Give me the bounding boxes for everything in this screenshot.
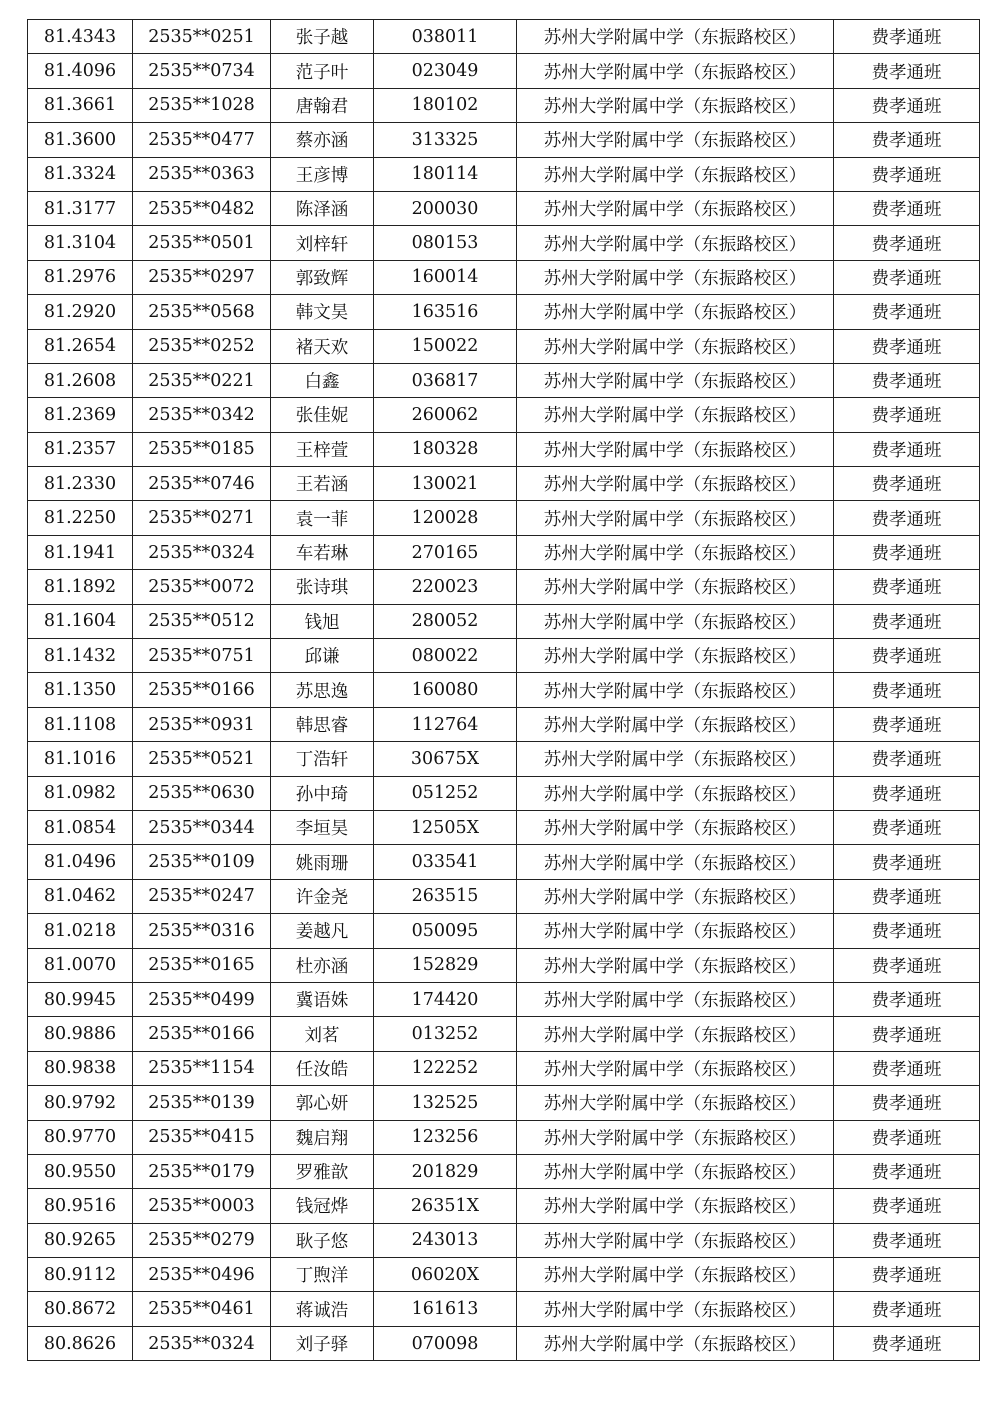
exam-number-cell: 2535**0342: [133, 398, 271, 432]
school-cell: 苏州大学附属中学（东振路校区）: [517, 535, 834, 569]
student-name-cell: 魏启翔: [271, 1120, 374, 1154]
score-cell: 81.2330: [28, 467, 133, 501]
score-cell: 81.1892: [28, 570, 133, 604]
exam-number-cell: 2535**0499: [133, 982, 271, 1016]
student-name-cell: 郭心妍: [271, 1086, 374, 1120]
exam-number-cell: 2535**0279: [133, 1223, 271, 1257]
id-code-cell: 180114: [374, 157, 517, 191]
score-cell: 80.9945: [28, 982, 133, 1016]
table-row: [28, 157, 980, 191]
student-name-cell: 车若琳: [271, 535, 374, 569]
table-row: [28, 982, 980, 1016]
school-cell: 苏州大学附属中学（东振路校区）: [517, 1223, 834, 1257]
student-name-cell: 韩思睿: [271, 707, 374, 741]
score-cell: 81.3600: [28, 123, 133, 157]
table-row: [28, 363, 980, 397]
student-name-cell: 许金尧: [271, 879, 374, 913]
student-name-cell: 孙中琦: [271, 776, 374, 810]
exam-number-cell: 2535**0568: [133, 295, 271, 329]
class-cell: 费孝通班: [834, 467, 980, 501]
class-cell: 费孝通班: [834, 1086, 980, 1120]
school-cell: 苏州大学附属中学（东振路校区）: [517, 982, 834, 1016]
table-row: [28, 123, 980, 157]
table-row: [28, 398, 980, 432]
school-cell: 苏州大学附属中学（东振路校区）: [517, 742, 834, 776]
student-name-cell: 任汝皓: [271, 1051, 374, 1085]
score-cell: 81.4343: [28, 20, 133, 54]
table-row: [28, 776, 980, 810]
class-cell: 费孝通班: [834, 914, 980, 948]
school-cell: 苏州大学附属中学（东振路校区）: [517, 88, 834, 122]
admission-list-table: [27, 19, 980, 1361]
school-cell: 苏州大学附属中学（东振路校区）: [517, 1154, 834, 1188]
score-cell: 81.1016: [28, 742, 133, 776]
school-cell: 苏州大学附属中学（东振路校区）: [517, 1258, 834, 1292]
id-code-cell: 123256: [374, 1120, 517, 1154]
score-cell: 81.4096: [28, 54, 133, 88]
class-cell: 费孝通班: [834, 639, 980, 673]
school-cell: 苏州大学附属中学（东振路校区）: [517, 1189, 834, 1223]
school-cell: 苏州大学附属中学（东振路校区）: [517, 295, 834, 329]
class-cell: 费孝通班: [834, 260, 980, 294]
score-cell: 81.2357: [28, 432, 133, 466]
id-code-cell: 313325: [374, 123, 517, 157]
table-row: [28, 639, 980, 673]
student-name-cell: 罗雅歆: [271, 1154, 374, 1188]
class-cell: 费孝通班: [834, 157, 980, 191]
student-name-cell: 白鑫: [271, 363, 374, 397]
class-cell: 费孝通班: [834, 329, 980, 363]
class-cell: 费孝通班: [834, 123, 980, 157]
student-name-cell: 丁浩轩: [271, 742, 374, 776]
class-cell: 费孝通班: [834, 1223, 980, 1257]
id-code-cell: 160080: [374, 673, 517, 707]
exam-number-cell: 2535**0461: [133, 1292, 271, 1326]
student-name-cell: 王若涵: [271, 467, 374, 501]
class-cell: 费孝通班: [834, 810, 980, 844]
id-code-cell: 120028: [374, 501, 517, 535]
score-cell: 81.0854: [28, 810, 133, 844]
exam-number-cell: 2535**0482: [133, 191, 271, 225]
id-code-cell: 280052: [374, 604, 517, 638]
student-name-cell: 陈泽涵: [271, 191, 374, 225]
class-cell: 费孝通班: [834, 845, 980, 879]
table-row: [28, 1051, 980, 1085]
exam-number-cell: 2535**0166: [133, 673, 271, 707]
table-row: [28, 1292, 980, 1326]
exam-number-cell: 2535**0324: [133, 1326, 271, 1360]
id-code-cell: 163516: [374, 295, 517, 329]
table-row: [28, 570, 980, 604]
school-cell: 苏州大学附属中学（东振路校区）: [517, 1017, 834, 1051]
score-cell: 80.8672: [28, 1292, 133, 1326]
score-cell: 81.1350: [28, 673, 133, 707]
school-cell: 苏州大学附属中学（东振路校区）: [517, 914, 834, 948]
school-cell: 苏州大学附属中学（东振路校区）: [517, 673, 834, 707]
student-name-cell: 张子越: [271, 20, 374, 54]
id-code-cell: 160014: [374, 260, 517, 294]
exam-number-cell: 2535**1028: [133, 88, 271, 122]
school-cell: 苏州大学附属中学（东振路校区）: [517, 226, 834, 260]
table-row: [28, 226, 980, 260]
table-row: [28, 1189, 980, 1223]
table-row: [28, 673, 980, 707]
class-cell: 费孝通班: [834, 604, 980, 638]
class-cell: 费孝通班: [834, 1154, 980, 1188]
id-code-cell: 122252: [374, 1051, 517, 1085]
student-name-cell: 丁煦洋: [271, 1258, 374, 1292]
id-code-cell: 112764: [374, 707, 517, 741]
exam-number-cell: 2535**0751: [133, 639, 271, 673]
id-code-cell: 070098: [374, 1326, 517, 1360]
score-cell: 80.9550: [28, 1154, 133, 1188]
school-cell: 苏州大学附属中学（东振路校区）: [517, 398, 834, 432]
id-code-cell: 161613: [374, 1292, 517, 1326]
score-cell: 80.9516: [28, 1189, 133, 1223]
table-row: [28, 1120, 980, 1154]
student-name-cell: 刘梓轩: [271, 226, 374, 260]
table-row: [28, 1154, 980, 1188]
student-name-cell: 邱谦: [271, 639, 374, 673]
student-name-cell: 刘茗: [271, 1017, 374, 1051]
score-cell: 81.2608: [28, 363, 133, 397]
id-code-cell: 051252: [374, 776, 517, 810]
exam-number-cell: 2535**0271: [133, 501, 271, 535]
school-cell: 苏州大学附属中学（东振路校区）: [517, 570, 834, 604]
id-code-cell: 023049: [374, 54, 517, 88]
exam-number-cell: 2535**0512: [133, 604, 271, 638]
class-cell: 费孝通班: [834, 363, 980, 397]
class-cell: 费孝通班: [834, 20, 980, 54]
table-row: [28, 88, 980, 122]
exam-number-cell: 2535**0297: [133, 260, 271, 294]
id-code-cell: 180328: [374, 432, 517, 466]
school-cell: 苏州大学附属中学（东振路校区）: [517, 260, 834, 294]
table-row: [28, 20, 980, 54]
score-cell: 80.8626: [28, 1326, 133, 1360]
school-cell: 苏州大学附属中学（东振路校区）: [517, 639, 834, 673]
table-row: [28, 1223, 980, 1257]
exam-number-cell: 2535**1154: [133, 1051, 271, 1085]
class-cell: 费孝通班: [834, 673, 980, 707]
id-code-cell: 080022: [374, 639, 517, 673]
score-cell: 80.9886: [28, 1017, 133, 1051]
school-cell: 苏州大学附属中学（东振路校区）: [517, 707, 834, 741]
exam-number-cell: 2535**0139: [133, 1086, 271, 1120]
exam-number-cell: 2535**0165: [133, 948, 271, 982]
school-cell: 苏州大学附属中学（东振路校区）: [517, 776, 834, 810]
table-row: [28, 810, 980, 844]
student-name-cell: 苏思逸: [271, 673, 374, 707]
student-name-cell: 姚雨珊: [271, 845, 374, 879]
id-code-cell: 30675X: [374, 742, 517, 776]
exam-number-cell: 2535**0363: [133, 157, 271, 191]
exam-number-cell: 2535**0931: [133, 707, 271, 741]
id-code-cell: 243013: [374, 1223, 517, 1257]
table-row: [28, 54, 980, 88]
student-name-cell: 唐翰君: [271, 88, 374, 122]
table-row: [28, 329, 980, 363]
table-row: [28, 191, 980, 225]
table-row: [28, 295, 980, 329]
class-cell: 费孝通班: [834, 191, 980, 225]
student-name-cell: 冀语姝: [271, 982, 374, 1016]
id-code-cell: 200030: [374, 191, 517, 225]
score-cell: 81.1432: [28, 639, 133, 673]
id-code-cell: 06020X: [374, 1258, 517, 1292]
class-cell: 费孝通班: [834, 1189, 980, 1223]
student-name-cell: 张诗琪: [271, 570, 374, 604]
id-code-cell: 220023: [374, 570, 517, 604]
id-code-cell: 132525: [374, 1086, 517, 1120]
score-cell: 81.2250: [28, 501, 133, 535]
exam-number-cell: 2535**0630: [133, 776, 271, 810]
exam-number-cell: 2535**0252: [133, 329, 271, 363]
exam-number-cell: 2535**0109: [133, 845, 271, 879]
school-cell: 苏州大学附属中学（东振路校区）: [517, 1326, 834, 1360]
score-cell: 81.2976: [28, 260, 133, 294]
score-cell: 81.3324: [28, 157, 133, 191]
id-code-cell: 038011: [374, 20, 517, 54]
school-cell: 苏州大学附属中学（东振路校区）: [517, 845, 834, 879]
id-code-cell: 013252: [374, 1017, 517, 1051]
class-cell: 费孝通班: [834, 707, 980, 741]
id-code-cell: 036817: [374, 363, 517, 397]
score-cell: 81.2654: [28, 329, 133, 363]
school-cell: 苏州大学附属中学（东振路校区）: [517, 191, 834, 225]
exam-number-cell: 2535**0179: [133, 1154, 271, 1188]
score-cell: 81.1604: [28, 604, 133, 638]
student-name-cell: 张佳妮: [271, 398, 374, 432]
table-row: [28, 501, 980, 535]
score-cell: 81.3177: [28, 191, 133, 225]
school-cell: 苏州大学附属中学（东振路校区）: [517, 432, 834, 466]
student-name-cell: 蔡亦涵: [271, 123, 374, 157]
school-cell: 苏州大学附属中学（东振路校区）: [517, 1120, 834, 1154]
score-cell: 81.3104: [28, 226, 133, 260]
exam-number-cell: 2535**0003: [133, 1189, 271, 1223]
class-cell: 费孝通班: [834, 1120, 980, 1154]
table-row: [28, 742, 980, 776]
score-cell: 81.0496: [28, 845, 133, 879]
exam-number-cell: 2535**0247: [133, 879, 271, 913]
table-row: [28, 260, 980, 294]
student-name-cell: 李垣昊: [271, 810, 374, 844]
exam-number-cell: 2535**0477: [133, 123, 271, 157]
table-row: [28, 948, 980, 982]
score-cell: 81.2369: [28, 398, 133, 432]
exam-number-cell: 2535**0746: [133, 467, 271, 501]
score-cell: 81.3661: [28, 88, 133, 122]
id-code-cell: 130021: [374, 467, 517, 501]
school-cell: 苏州大学附属中学（东振路校区）: [517, 1051, 834, 1085]
student-name-cell: 刘子驿: [271, 1326, 374, 1360]
table-row: [28, 879, 980, 913]
exam-number-cell: 2535**0185: [133, 432, 271, 466]
class-cell: 费孝通班: [834, 398, 980, 432]
school-cell: 苏州大学附属中学（东振路校区）: [517, 157, 834, 191]
student-name-cell: 蒋诚浩: [271, 1292, 374, 1326]
score-cell: 81.0982: [28, 776, 133, 810]
id-code-cell: 080153: [374, 226, 517, 260]
id-code-cell: 263515: [374, 879, 517, 913]
score-cell: 80.9792: [28, 1086, 133, 1120]
score-cell: 81.2920: [28, 295, 133, 329]
student-name-cell: 姜越凡: [271, 914, 374, 948]
student-name-cell: 王梓萱: [271, 432, 374, 466]
score-cell: 80.9265: [28, 1223, 133, 1257]
school-cell: 苏州大学附属中学（东振路校区）: [517, 948, 834, 982]
id-code-cell: 201829: [374, 1154, 517, 1188]
exam-number-cell: 2535**0316: [133, 914, 271, 948]
table-row: [28, 604, 980, 638]
table-row: [28, 1326, 980, 1360]
class-cell: 费孝通班: [834, 535, 980, 569]
class-cell: 费孝通班: [834, 1017, 980, 1051]
id-code-cell: 050095: [374, 914, 517, 948]
school-cell: 苏州大学附属中学（东振路校区）: [517, 467, 834, 501]
student-name-cell: 褚天欢: [271, 329, 374, 363]
exam-number-cell: 2535**0072: [133, 570, 271, 604]
class-cell: 费孝通班: [834, 742, 980, 776]
id-code-cell: 180102: [374, 88, 517, 122]
student-name-cell: 袁一菲: [271, 501, 374, 535]
exam-number-cell: 2535**0496: [133, 1258, 271, 1292]
class-cell: 费孝通班: [834, 1292, 980, 1326]
exam-number-cell: 2535**0251: [133, 20, 271, 54]
class-cell: 费孝通班: [834, 54, 980, 88]
id-code-cell: 152829: [374, 948, 517, 982]
table-row: [28, 1086, 980, 1120]
table-row: [28, 914, 980, 948]
score-cell: 80.9112: [28, 1258, 133, 1292]
score-cell: 80.9770: [28, 1120, 133, 1154]
class-cell: 费孝通班: [834, 948, 980, 982]
id-code-cell: 150022: [374, 329, 517, 363]
school-cell: 苏州大学附属中学（东振路校区）: [517, 329, 834, 363]
id-code-cell: 12505X: [374, 810, 517, 844]
id-code-cell: 033541: [374, 845, 517, 879]
table-row: [28, 845, 980, 879]
class-cell: 费孝通班: [834, 501, 980, 535]
school-cell: 苏州大学附属中学（东振路校区）: [517, 879, 834, 913]
class-cell: 费孝通班: [834, 982, 980, 1016]
student-name-cell: 耿子悠: [271, 1223, 374, 1257]
school-cell: 苏州大学附属中学（东振路校区）: [517, 1086, 834, 1120]
exam-number-cell: 2535**0221: [133, 363, 271, 397]
class-cell: 费孝通班: [834, 570, 980, 604]
school-cell: 苏州大学附属中学（东振路校区）: [517, 810, 834, 844]
class-cell: 费孝通班: [834, 879, 980, 913]
class-cell: 费孝通班: [834, 1051, 980, 1085]
exam-number-cell: 2535**0324: [133, 535, 271, 569]
score-cell: 81.0218: [28, 914, 133, 948]
exam-number-cell: 2535**0501: [133, 226, 271, 260]
table-row: [28, 1258, 980, 1292]
school-cell: 苏州大学附属中学（东振路校区）: [517, 501, 834, 535]
class-cell: 费孝通班: [834, 776, 980, 810]
school-cell: 苏州大学附属中学（东振路校区）: [517, 363, 834, 397]
id-code-cell: 174420: [374, 982, 517, 1016]
school-cell: 苏州大学附属中学（东振路校区）: [517, 604, 834, 638]
student-name-cell: 杜亦涵: [271, 948, 374, 982]
school-cell: 苏州大学附属中学（东振路校区）: [517, 20, 834, 54]
class-cell: 费孝通班: [834, 432, 980, 466]
exam-number-cell: 2535**0734: [133, 54, 271, 88]
class-cell: 费孝通班: [834, 1326, 980, 1360]
student-name-cell: 郭致辉: [271, 260, 374, 294]
score-cell: 81.0070: [28, 948, 133, 982]
student-name-cell: 王彦博: [271, 157, 374, 191]
exam-number-cell: 2535**0344: [133, 810, 271, 844]
table-row: [28, 1017, 980, 1051]
id-code-cell: 260062: [374, 398, 517, 432]
student-name-cell: 韩文昊: [271, 295, 374, 329]
exam-number-cell: 2535**0166: [133, 1017, 271, 1051]
exam-number-cell: 2535**0415: [133, 1120, 271, 1154]
student-name-cell: 钱冠烨: [271, 1189, 374, 1223]
table-row: [28, 535, 980, 569]
score-cell: 81.1108: [28, 707, 133, 741]
table-row: [28, 707, 980, 741]
student-name-cell: 钱旭: [271, 604, 374, 638]
admission-list-body: [28, 20, 980, 1361]
score-cell: 80.9838: [28, 1051, 133, 1085]
class-cell: 费孝通班: [834, 88, 980, 122]
score-cell: 81.0462: [28, 879, 133, 913]
score-cell: 81.1941: [28, 535, 133, 569]
table-row: [28, 467, 980, 501]
class-cell: 费孝通班: [834, 226, 980, 260]
class-cell: 费孝通班: [834, 1258, 980, 1292]
school-cell: 苏州大学附属中学（东振路校区）: [517, 54, 834, 88]
exam-number-cell: 2535**0521: [133, 742, 271, 776]
school-cell: 苏州大学附属中学（东振路校区）: [517, 123, 834, 157]
id-code-cell: 26351X: [374, 1189, 517, 1223]
id-code-cell: 270165: [374, 535, 517, 569]
school-cell: 苏州大学附属中学（东振路校区）: [517, 1292, 834, 1326]
class-cell: 费孝通班: [834, 295, 980, 329]
student-name-cell: 范子叶: [271, 54, 374, 88]
table-row: [28, 432, 980, 466]
